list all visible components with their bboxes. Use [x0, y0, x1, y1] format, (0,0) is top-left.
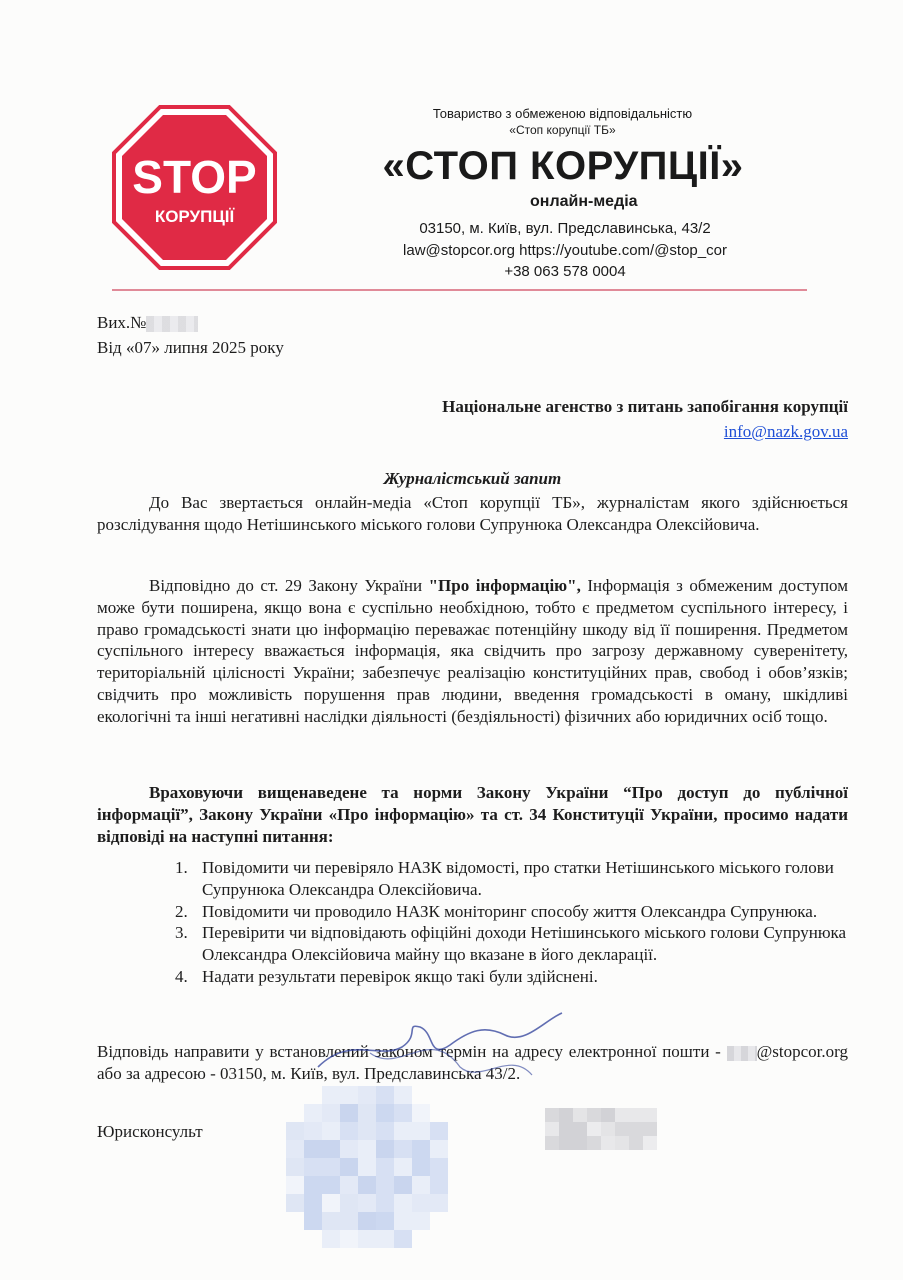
stamp-pixel	[340, 1086, 358, 1104]
company-contacts: law@stopcor.org https://youtube.com/@stop_cor	[403, 242, 727, 259]
stamp-pixel	[358, 1158, 376, 1176]
request-paragraph: Враховуючи вищенаведене та норми Закону України “Про доступ до публічної інформації”, Закону України «Про інформацію» та ст. 34 Конституції України, просимо надати відповіді на наступні питання:	[97, 783, 848, 846]
company-phone: +38 063 578 0004	[504, 263, 626, 280]
signature-pixel	[601, 1108, 615, 1122]
signature-pixel	[601, 1136, 615, 1150]
stamp-pixel	[304, 1176, 322, 1194]
stamp-pixel	[430, 1122, 448, 1140]
stamp-pixel	[394, 1176, 412, 1194]
stamp-pixel	[376, 1176, 394, 1194]
signature-pixel	[643, 1136, 657, 1150]
question-number: 2.	[175, 901, 188, 921]
stamp-pixel	[340, 1230, 358, 1248]
stamp-pixel	[430, 1140, 448, 1158]
signature-pixel	[545, 1136, 559, 1150]
question-text: Повідомити чи проводило НАЗК моніторинг способу життя Олександра Супрунюка.	[202, 901, 818, 921]
stamp-pixel	[394, 1122, 412, 1140]
stamp-pixel	[412, 1194, 430, 1212]
stamp-pixel	[394, 1086, 412, 1104]
stamp-pixel	[286, 1176, 304, 1194]
stamp-pixel	[394, 1104, 412, 1122]
legal-paragraph-start: Відповідно до ст. 29 Закону України	[149, 576, 429, 595]
stamp-pixel	[340, 1212, 358, 1230]
company-stamp-redacted	[282, 1082, 452, 1254]
signature-pixel	[573, 1122, 587, 1136]
signature-pixel	[615, 1108, 629, 1122]
stamp-pixel	[322, 1086, 340, 1104]
stamp-pixel	[376, 1104, 394, 1122]
signature-name-redacted	[545, 1108, 660, 1150]
redacted-email-user	[727, 1046, 757, 1061]
signature-pixel	[545, 1122, 559, 1136]
logo-stop-text: STOP	[132, 151, 257, 203]
stop-sign-icon	[112, 105, 277, 270]
stamp-pixel	[430, 1176, 448, 1194]
list-item	[150, 857, 850, 901]
question-number: 3.	[175, 923, 188, 943]
signature-pixel	[559, 1122, 573, 1136]
stamp-pixel	[376, 1122, 394, 1140]
stamp-pixel	[412, 1158, 430, 1176]
stamp-pixel	[376, 1158, 394, 1176]
stamp-pixel	[358, 1194, 376, 1212]
signature-pixel	[573, 1108, 587, 1122]
stamp-pixel	[394, 1158, 412, 1176]
stamp-pixel	[340, 1104, 358, 1122]
stamp-pixel	[430, 1158, 448, 1176]
stamp-pixel	[358, 1104, 376, 1122]
reply-text-start: Відповідь направити у встановлений законом термін на адресу електронної пошти -	[97, 1042, 727, 1061]
stamp-pixel	[322, 1158, 340, 1176]
stamp-pixel	[394, 1194, 412, 1212]
logo-sub-text: КОРУПЦІЇ	[154, 207, 235, 226]
list-item	[150, 966, 850, 988]
stamp-pixel	[358, 1230, 376, 1248]
stamp-pixel	[304, 1140, 322, 1158]
stamp-pixel	[322, 1140, 340, 1158]
stamp-pixel	[322, 1212, 340, 1230]
stamp-pixel	[322, 1194, 340, 1212]
recipient-name: Національне агенство з питань запобігання корупції	[442, 397, 848, 416]
signature-pixel	[587, 1108, 601, 1122]
media-type: онлайн-медіа	[530, 193, 638, 210]
intro-paragraph: До Вас звертається онлайн-медіа «Стоп корупції ТБ», журналістам якого здійснюється розслідування щодо Нетішинського міського голови Супрунюка Олександра Олексійовича.	[97, 493, 848, 534]
stamp-pixel	[286, 1158, 304, 1176]
signature-pixel	[559, 1108, 573, 1122]
signature-pixel	[629, 1108, 643, 1122]
legal-paragraph	[97, 575, 848, 727]
recipient-email-link[interactable]: info@nazk.gov.ua	[723, 422, 848, 441]
redacted-number	[146, 316, 198, 332]
stamp-pixel	[304, 1104, 322, 1122]
stamp-pixel	[340, 1140, 358, 1158]
stamp-pixel	[376, 1086, 394, 1104]
legal-paragraph-rest: Інформація з обмеженим доступом може бути поширена, якщо вона є суспільно необхідною, тобто є предметом суспільного інтересу, і право громадськості знати цю інформацію переважає потенційну шкоду від її поширення. Предметом суспільного інтересу вважається інформація, яка свідчить про загрозу державному суверенітету, територіальній цілісності України; забезпечує реалізацію конституційних прав, свобод і обов’язків; свідчить про можливість порушення прав людини, введення громадськості в оману, шкідливі екологічні та інші негативні наслідки діяльності (бездіяльності) фізичних або юридичних осіб тощо.	[97, 576, 848, 726]
list-item	[150, 901, 850, 923]
stamp-pixel	[340, 1176, 358, 1194]
signature-pixel	[629, 1136, 643, 1150]
stamp-pixel	[322, 1104, 340, 1122]
signature-pixel	[615, 1122, 629, 1136]
stamp-pixel	[286, 1122, 304, 1140]
company-legal-name: Товариство з обмеженою відповідальністю	[432, 106, 693, 121]
questions-list	[150, 857, 850, 988]
header-divider	[112, 289, 807, 291]
stamp-pixel	[376, 1212, 394, 1230]
signature-pixel	[559, 1136, 573, 1150]
company-address: 03150, м. Київ, вул. Предславинська, 43/2	[419, 220, 711, 237]
stamp-pixel	[340, 1158, 358, 1176]
stamp-pixel	[304, 1212, 322, 1230]
signature-pixel	[615, 1136, 629, 1150]
question-text: Перевірити чи відповідають офіційні доходи Нетішинського міського голови Супрунюка Олександра Олексійовича майну що вказане в його декларації.	[202, 923, 847, 964]
stamp-pixel	[322, 1230, 340, 1248]
stamp-pixel	[412, 1176, 430, 1194]
stamp-pixel	[376, 1140, 394, 1158]
stamp-pixel	[376, 1230, 394, 1248]
stamp-pixel	[376, 1194, 394, 1212]
signature-pixel	[643, 1108, 657, 1122]
stamp-pixel	[412, 1212, 430, 1230]
stamp-pixel	[322, 1122, 340, 1140]
stamp-pixel	[340, 1194, 358, 1212]
stamp-pixel	[430, 1194, 448, 1212]
brand-title: «СТОП КОРУПЦІЇ»	[382, 144, 744, 188]
request-title: Журналістський запит	[383, 469, 562, 488]
list-item	[150, 922, 850, 966]
signature-pixel	[573, 1136, 587, 1150]
stamp-pixel	[412, 1140, 430, 1158]
stamp-pixel	[304, 1158, 322, 1176]
company-short-name: «Стоп корупції ТБ»	[509, 123, 616, 137]
reply-email-domain: @stopcor.org	[756, 1042, 848, 1061]
stamp-pixel	[394, 1212, 412, 1230]
reply-text-end: або за адресою - 03150, м. Київ, вул. Предславинська 43/2.	[97, 1063, 521, 1083]
question-text: Надати результати перевірок якщо такі були здійснені.	[202, 966, 598, 986]
stamp-pixel	[358, 1212, 376, 1230]
stamp-pixel	[322, 1176, 340, 1194]
outgoing-number-label: Вих.№	[97, 313, 147, 332]
signature-pixel	[601, 1122, 615, 1136]
outgoing-number	[97, 312, 198, 334]
stamp-pixel	[358, 1176, 376, 1194]
stamp-pixel	[304, 1122, 322, 1140]
stamp-pixel	[340, 1122, 358, 1140]
stamp-pixel	[394, 1230, 412, 1248]
signature-pixel	[587, 1136, 601, 1150]
stamp-pixel	[286, 1140, 304, 1158]
letter-date: Від «07» липня 2025 року	[97, 338, 284, 357]
question-text: Повідомити чи перевіряло НАЗК відомості, про статки Нетішинського міського голови Супрунюка Олександра Олексійовича.	[202, 858, 834, 899]
signature-pixel	[643, 1122, 657, 1136]
stamp-pixel	[304, 1194, 322, 1212]
question-number: 1.	[175, 858, 188, 877]
signature-pixel	[587, 1122, 601, 1136]
stamp-pixel	[358, 1086, 376, 1104]
stamp-pixel	[412, 1104, 430, 1122]
question-number: 4.	[175, 966, 188, 986]
stamp-pixel	[358, 1122, 376, 1140]
stamp-pixel	[358, 1140, 376, 1158]
stop-corruption-logo	[112, 105, 277, 270]
law-reference: "Про інформацію",	[428, 576, 581, 595]
stamp-pixel	[412, 1122, 430, 1140]
signature-pixel	[629, 1122, 643, 1136]
signer-role: Юрисконсульт	[97, 1122, 203, 1141]
stamp-pixel	[394, 1140, 412, 1158]
stamp-pixel	[286, 1194, 304, 1212]
signature-pixel	[545, 1108, 559, 1122]
